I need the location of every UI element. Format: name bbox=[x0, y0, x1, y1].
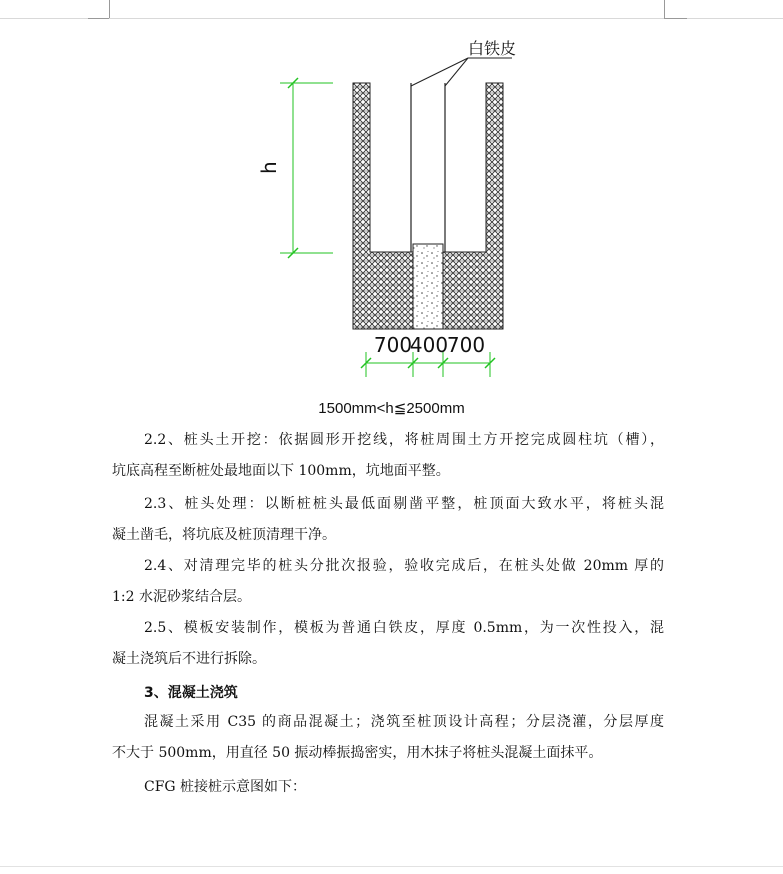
paragraph-line: 凝土浇筑后不进行拆除。 bbox=[112, 651, 266, 667]
paragraph-line: 2.3、桩头处理：以断桩桩头最低面剔凿平整，桩顶面大致水平，将桩头混 bbox=[144, 496, 664, 512]
paragraph-line: 2.2、桩头土开挖：依据圆形开挖线，将桩周围土方开挖完成圆柱坑（槽）， bbox=[144, 432, 664, 448]
pile-head-concrete bbox=[413, 244, 443, 329]
label-h: h bbox=[257, 161, 281, 174]
section-heading: 3、混凝土浇筑 bbox=[144, 685, 238, 701]
paragraph-line: 混凝土采用 C35 的商品混凝土；浇筑至桩顶设计高程；分层浇灌，分层厚度 bbox=[144, 714, 664, 730]
paragraph-concrete bbox=[112, 707, 664, 769]
paragraph-line: 2.5、模板安装制作，模板为普通白铁皮，厚度 0.5mm，为一次性投入，混 bbox=[144, 620, 664, 636]
closing-line: CFG 桩接桩示意图如下： bbox=[144, 779, 307, 795]
leader-line bbox=[411, 58, 468, 86]
leader-line bbox=[445, 58, 468, 86]
paragraph-2-5 bbox=[112, 613, 664, 675]
paragraph-line: 2.4、对清理完毕的桩头分批次报验，验收完成后，在桩头处做 20mm 厚的 bbox=[144, 558, 664, 574]
dim-label-left: 700 bbox=[373, 333, 413, 357]
paragraph-2-4 bbox=[112, 551, 664, 613]
figure-caption: 1500mm<h≦2500mm bbox=[318, 400, 465, 417]
paragraph-line: 凝土凿毛，将坑底及桩顶清理干净。 bbox=[112, 527, 336, 543]
page-bottom-border bbox=[0, 866, 783, 867]
paragraph-2-2 bbox=[112, 425, 664, 487]
label-sheet: 白铁皮 bbox=[468, 39, 517, 58]
pile-diagram bbox=[0, 0, 783, 400]
paragraph-line: 坑底高程至断桩处最地面以下 100mm，坑地面平整。 bbox=[112, 463, 450, 479]
paragraph-2-3 bbox=[112, 489, 664, 551]
paragraph-line: 不大于 500mm，用直径 50 振动棒振捣密实，用木抹子将桩头混凝土面抹平。 bbox=[112, 745, 603, 761]
dim-label-right: 700 bbox=[446, 333, 486, 357]
dim-label-mid: 400 bbox=[409, 333, 449, 357]
paragraph-line: 1:2 水泥砂浆结合层。 bbox=[112, 589, 251, 605]
